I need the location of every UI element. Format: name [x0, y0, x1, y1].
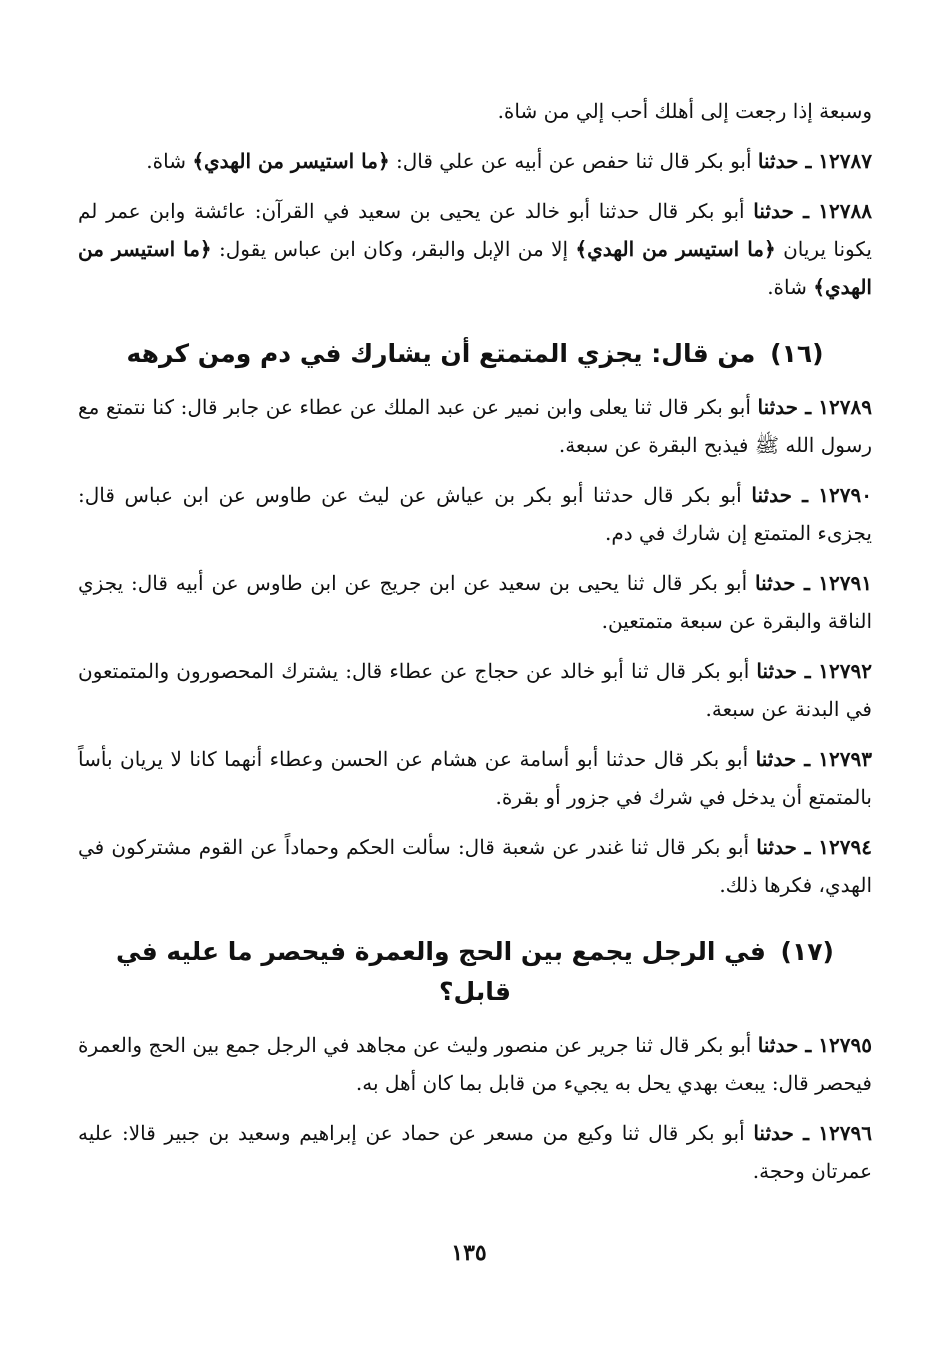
hadith-lead: حدثنا — [756, 835, 797, 859]
hadith-tail: شاة. — [146, 149, 193, 173]
hadith-12792 — [78, 652, 872, 728]
hadith-number: ١٢٧٩٢ — [818, 659, 872, 683]
hadith-12794 — [78, 828, 872, 904]
section-heading-17 — [78, 932, 872, 1012]
hadith-12788 — [78, 192, 872, 306]
hadith-12787 — [78, 142, 872, 180]
dash-separator: ـ — [793, 1121, 819, 1145]
hadith-number: ١٢٧٨٨ — [818, 199, 872, 223]
dash-separator: ـ — [793, 199, 819, 223]
hadith-12791 — [78, 564, 872, 640]
hadith-number: ١٢٧٩٠ — [818, 483, 872, 507]
hadith-lead: حدثنا — [757, 1033, 799, 1057]
dash-separator: ـ — [796, 835, 819, 859]
hadith-body: أبو بكر قال ثنا يحيى بن سعيد عن ابن جريج عن ابن طاوس عن أبيه قال: يجزي الناقة والبقرة عن سبعة متمتعين. — [78, 571, 872, 633]
hadith-number: ١٢٧٩٣ — [818, 747, 872, 771]
hadith-12795 — [78, 1026, 872, 1102]
hadith-body: أبو بكر قال ثنا حفص عن أبيه عن علي قال: — [389, 149, 758, 173]
hadith-lead: حدثنا — [755, 747, 797, 771]
quran-quote: ﴿ما استيسر من الهدي﴾ — [575, 237, 776, 261]
hadith-number: ١٢٧٨٩ — [818, 395, 872, 419]
hadith-12790 — [78, 476, 872, 552]
hadith-number: ١٢٧٩١ — [818, 571, 872, 595]
hadith-lead: حدثنا — [753, 199, 794, 223]
section-heading-16 — [78, 334, 872, 374]
page-body — [78, 92, 872, 1202]
dash-separator: ـ — [798, 149, 819, 173]
hadith-number: ١٢٧٩٦ — [818, 1121, 872, 1145]
hadith-12793 — [78, 740, 872, 816]
hadith-body: أبو بكر قال حدثنا أبو أسامة عن هشام عن الحسن وعطاء أنهما كانا لا يريان بأساً بالمتمتع أن يدخل في شرك في جزور أو بقرة. — [78, 747, 872, 809]
section-number: (١٧) — [780, 937, 834, 966]
hadith-body: أبو بكر قال ثنا غندر عن شعبة قال: سألت الحكم وحماداً عن القوم مشتركون في الهدي، فكرها ذلك. — [78, 835, 872, 897]
hadith-number: ١٢٧٩٤ — [818, 835, 872, 859]
hadith-tail: إلا من الإبل والبقر، وكان ابن عباس يقول: — [211, 237, 576, 261]
hadith-lead: حدثنا — [757, 149, 799, 173]
paragraph-text: وسبعة إذا رجعت إلى أهلك أحب إلي من شاة. — [497, 99, 872, 123]
hadith-lead: حدثنا — [756, 659, 797, 683]
dash-separator: ـ — [798, 395, 819, 419]
hadith-body: أبو بكر قال حدثنا أبو خالد عن يحيى بن سعيد في القرآن: عائشة وابن عمر لم يكونا يريان — [78, 199, 872, 261]
dash-separator: ـ — [798, 1033, 819, 1057]
hadith-body: أبو بكر قال ثنا يعلى وابن نمير عن عبد الملك عن عطاء عن جابر قال: كنا نتمتع مع رسول الله ﷺ فيذبح البقرة عن سبعة. — [78, 395, 872, 457]
hadith-body: أبو بكر قال ثنا وكيع من مسعر عن حماد عن إبراهيم وسعيد بن جبير قالا: عليه عمرتان وحجة. — [78, 1121, 872, 1183]
hadith-lead: حدثنا — [754, 571, 796, 595]
quran-quote: ﴿ما استيسر من الهدي﴾ — [192, 149, 390, 173]
hadith-lead: حدثنا — [751, 483, 792, 507]
dash-separator: ـ — [796, 659, 819, 683]
dash-separator: ـ — [791, 483, 819, 507]
hadith-body: أبو بكر قال حدثنا أبو بكر بن عياش عن ليث عن طاوس عن ابن عباس قال: يجزىء المتمتع إن شارك في دم. — [78, 483, 872, 545]
hadith-body: أبو بكر قال ثنا أبو خالد عن حجاج عن عطاء قال: يشترك المحصورون والمتمتعون في البدنة عن سبعة. — [78, 659, 872, 721]
quran-quote-2: ﴿ما استيسر من الهدي﴾ — [78, 237, 872, 299]
section-title: من قال: يجزي المتمتع أن يشارك في دم ومن كرهه — [126, 339, 756, 368]
hadith-number: ١٢٧٨٧ — [818, 149, 872, 173]
hadith-number: ١٢٧٩٥ — [818, 1033, 872, 1057]
hadith-12789 — [78, 388, 872, 464]
hadith-lead: حدثنا — [753, 1121, 794, 1145]
hadith-lead: حدثنا — [757, 395, 799, 419]
section-number: (١٦) — [770, 339, 824, 368]
hadith-body: أبو بكر قال ثنا جرير عن منصور وليث عن مجاهد في الرجل جمع بين الحج والعمرة فيحصر قال: يبعث بهدي يحل به يجيء من قابل بما كان أهل به. — [78, 1033, 872, 1095]
paragraph-continuation — [78, 92, 872, 130]
dash-separator: ـ — [795, 571, 819, 595]
page-number: ١٣٥ — [451, 1240, 487, 1266]
dash-separator: ـ — [796, 747, 819, 771]
section-title: في الرجل يجمع بين الحج والعمرة فيحصر ما عليه في قابل؟ — [116, 937, 766, 1006]
hadith-tail-2: شاة. — [767, 275, 814, 299]
hadith-12796 — [78, 1114, 872, 1190]
